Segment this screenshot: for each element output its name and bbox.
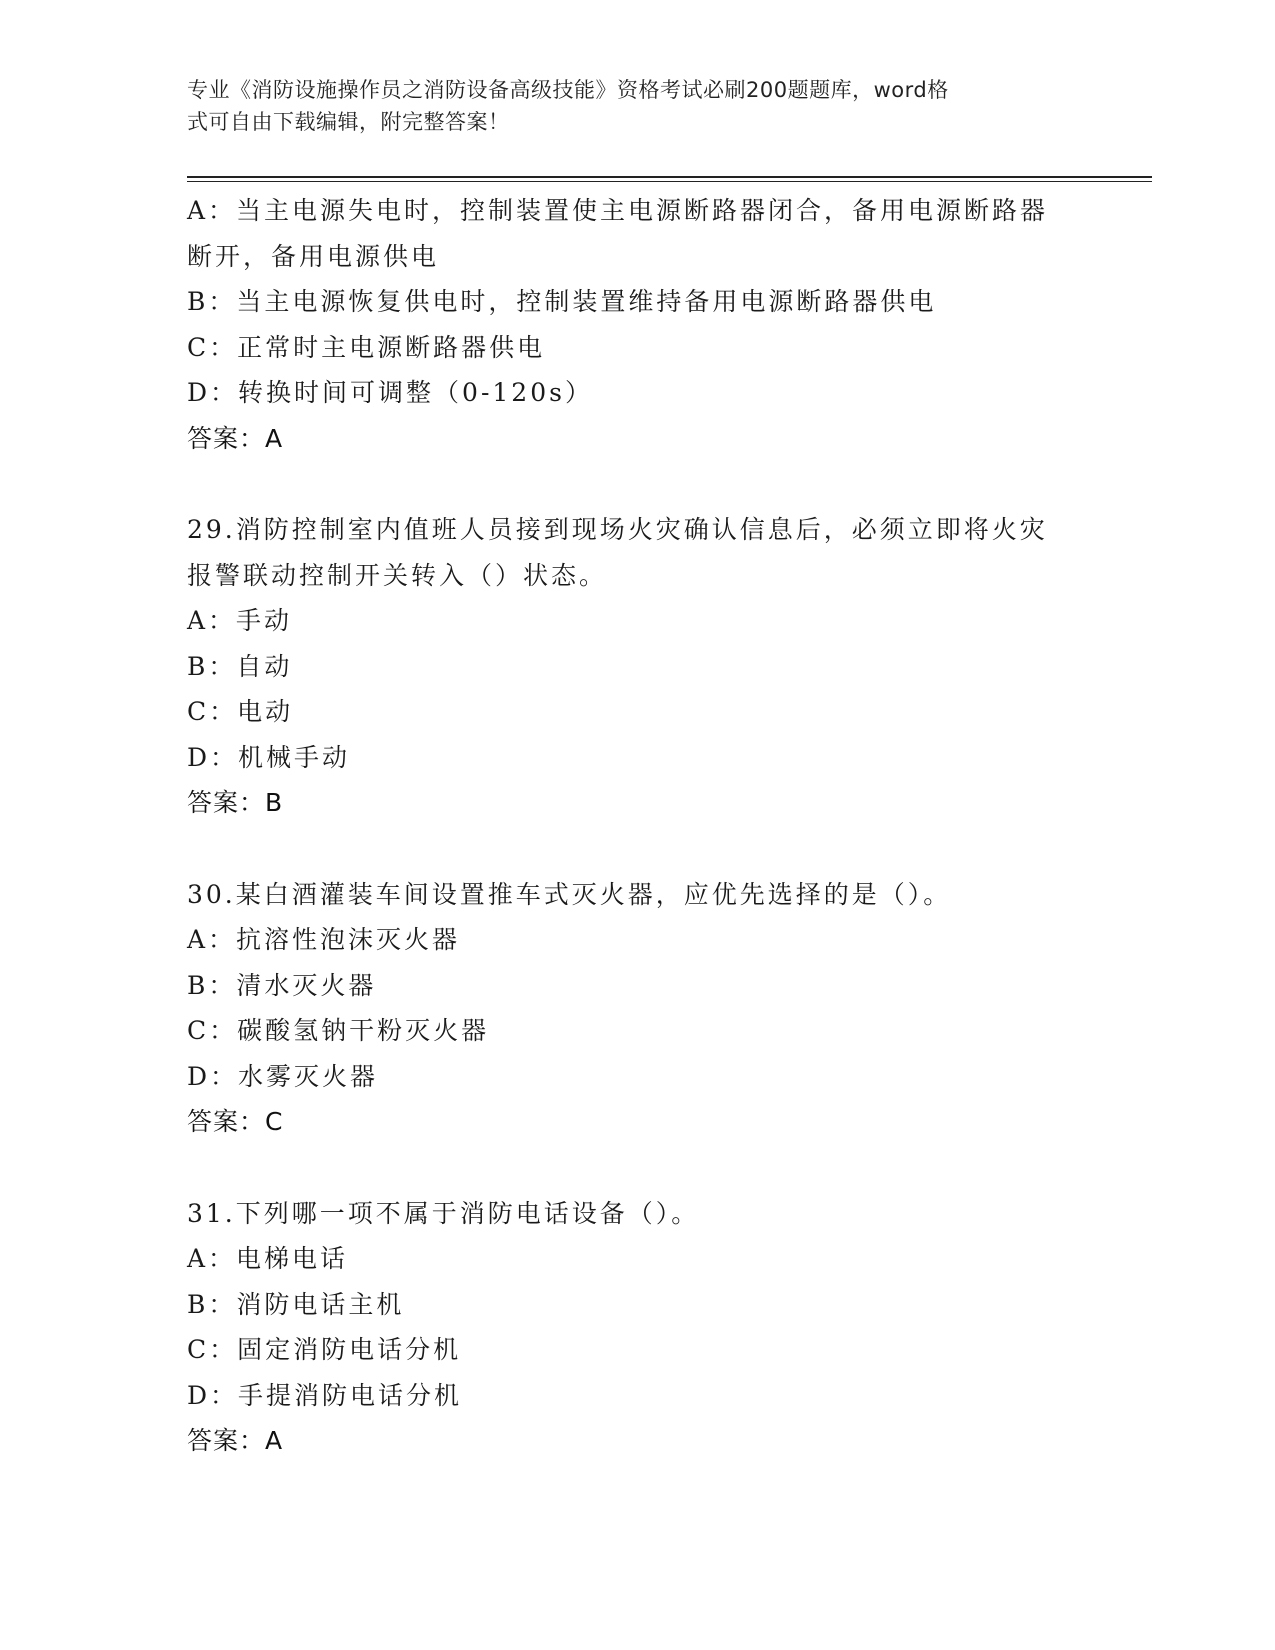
question-stem-line-1: 29.消防控制室内值班人员接到现场火灾确认信息后，必须立即将火灾 xyxy=(187,515,1048,544)
question-31 xyxy=(187,1191,1087,1464)
header-divider-thick xyxy=(187,176,1152,178)
option-d: D：机械手动 xyxy=(187,742,351,772)
header-line-2: 式可自由下载编辑，附完整答案！ xyxy=(187,110,510,134)
question-spacer xyxy=(187,1145,1087,1191)
option-a-line-1: A：当主电源失电时，控制装置使主电源断路器闭合，备用电源断路器 xyxy=(187,196,1049,225)
option-a: A：手动 xyxy=(187,606,293,635)
option-b: B：自动 xyxy=(187,651,293,681)
question-spacer xyxy=(187,461,1087,507)
option-a: A：抗溶性泡沫灭火器 xyxy=(187,925,461,954)
header-divider-thin xyxy=(187,181,1152,182)
option-d: D：水雾灭火器 xyxy=(187,1061,379,1091)
option-b: B：当主电源恢复供电时，控制装置维持备用电源断路器供电 xyxy=(187,287,937,316)
answer-label: 答案：A xyxy=(187,1426,284,1455)
question-stem: 30.某白酒灌装车间设置推车式灭火器，应优先选择的是（）。 xyxy=(187,879,952,909)
header-line-1: 专业《消防设施操作员之消防设备高级技能》资格考试必刷200题题库，word格 xyxy=(187,78,949,102)
option-a-line-2: 断开，备用电源供电 xyxy=(187,241,440,271)
document-header xyxy=(187,74,1087,138)
question-30 xyxy=(187,872,1087,1145)
question-spacer xyxy=(187,826,1087,872)
answer-label: 答案：C xyxy=(187,1107,284,1136)
question-list xyxy=(187,188,1087,1464)
option-c: C：碳酸氢钠干粉灭火器 xyxy=(187,1016,490,1045)
question-29 xyxy=(187,507,1087,826)
option-d: D：手提消防电话分机 xyxy=(187,1380,463,1410)
option-a: A：电梯电话 xyxy=(187,1244,349,1273)
option-b: B：消防电话主机 xyxy=(187,1289,405,1319)
question-28 xyxy=(187,188,1087,461)
option-d: D：转换时间可调整（0-120s） xyxy=(187,378,593,407)
option-c: C：固定消防电话分机 xyxy=(187,1335,462,1364)
answer-label: 答案：A xyxy=(187,423,284,453)
option-b: B：清水灭火器 xyxy=(187,970,377,1000)
question-stem-line-2: 报警联动控制开关转入（）状态。 xyxy=(187,560,608,590)
question-stem: 31.下列哪一项不属于消防电话设备（）。 xyxy=(187,1198,700,1228)
answer-label: 答案：B xyxy=(187,788,284,817)
option-c: C：电动 xyxy=(187,697,294,726)
option-c: C：正常时主电源断路器供电 xyxy=(187,332,546,362)
